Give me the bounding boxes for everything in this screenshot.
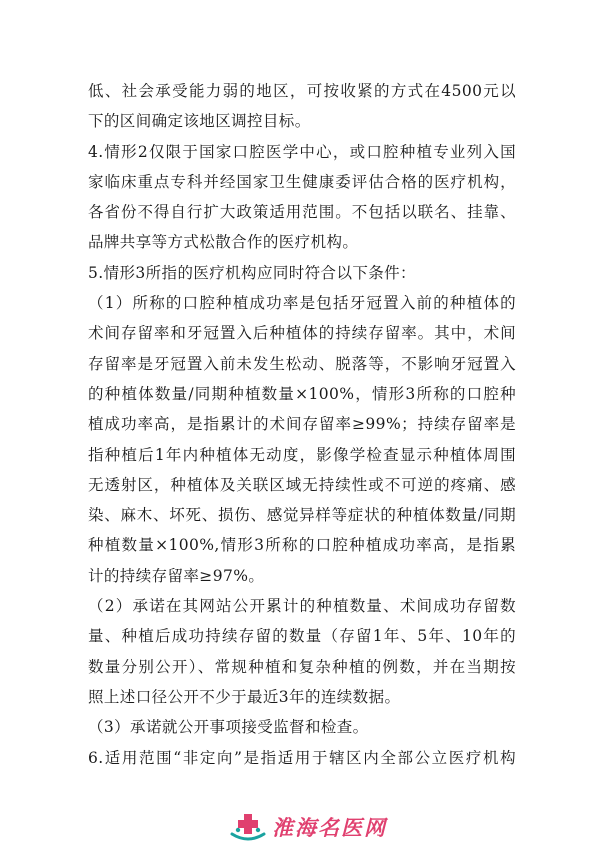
text-line: 指种植后1年内种植体无动度，影像学检查显示种植体周围 xyxy=(88,445,516,464)
medical-cross-logo-icon xyxy=(228,810,268,844)
text-line: 品牌共享等方式松散合作的医疗机构。 xyxy=(88,233,359,252)
text-line: 种植数量×100%,情形3所称的口腔种植成功率高，是指累 xyxy=(88,536,516,555)
text-line: 植成功率高，是指累计的术间存留率≥99%；持续存留率是 xyxy=(88,415,516,434)
text-line: （3）承诺就公开事项接受监督和检查。 xyxy=(88,718,369,737)
text-line: 的种植体数量/同期种植数量×100%，情形3所称的口腔种 xyxy=(88,384,516,403)
text-line: 下的区间确定该地区调控目标。 xyxy=(88,112,311,131)
text-line: （1）所称的口腔种植成功率是包括牙冠置入前的种植体的 xyxy=(88,294,516,313)
footer-watermark xyxy=(228,808,387,844)
text-line: 5.情形3所指的医疗机构应同时符合以下条件： xyxy=(88,263,416,282)
text-line: 数量分别公开）、常规种植和复杂种植的例数，并在当期按 xyxy=(88,657,516,676)
text-line: 各省份不得自行扩大政策适用范围。不包括以联名、挂靠、 xyxy=(88,203,516,222)
text-line: 低、社会承受能力弱的地区，可按收紧的方式在4500元以 xyxy=(88,82,516,100)
text-line: 4.情形2仅限于国家口腔医学中心，或口腔种植专业列入国 xyxy=(88,142,516,161)
text-line: 量、种植后成功持续存留的数量（存留1年、5年、10年的 xyxy=(88,627,516,646)
text-line: 存留率是牙冠置入前未发生松动、脱落等，不影响牙冠置入 xyxy=(88,354,516,373)
text-line: 染、麻木、坏死、损伤、感觉异样等症状的种植体数量/同期 xyxy=(88,506,516,525)
text-line: 无透射区，种植体及关联区域无持续性或不可逆的疼痛、感 xyxy=(88,475,516,494)
text-line: （2）承诺在其网站公开累计的种植数量、术间成功存留数 xyxy=(88,597,516,616)
text-line: 术间存留率和牙冠置入后种植体的持续存留率。其中，术间 xyxy=(88,324,516,343)
document-body xyxy=(88,76,516,773)
site-logo-text: 淮海名医网 xyxy=(272,816,387,840)
text-line: 照上述口径公开不少于最近3年的连续数据。 xyxy=(88,687,401,706)
text-line: 家临床重点专科并经国家卫生健康委评估合格的医疗机构， xyxy=(88,172,516,191)
text-line: 计的持续存留率≥97%。 xyxy=(88,566,265,585)
text-line: 6.适用范围“非定向”是指适用于辖区内全部公立医疗机构 xyxy=(88,748,516,767)
